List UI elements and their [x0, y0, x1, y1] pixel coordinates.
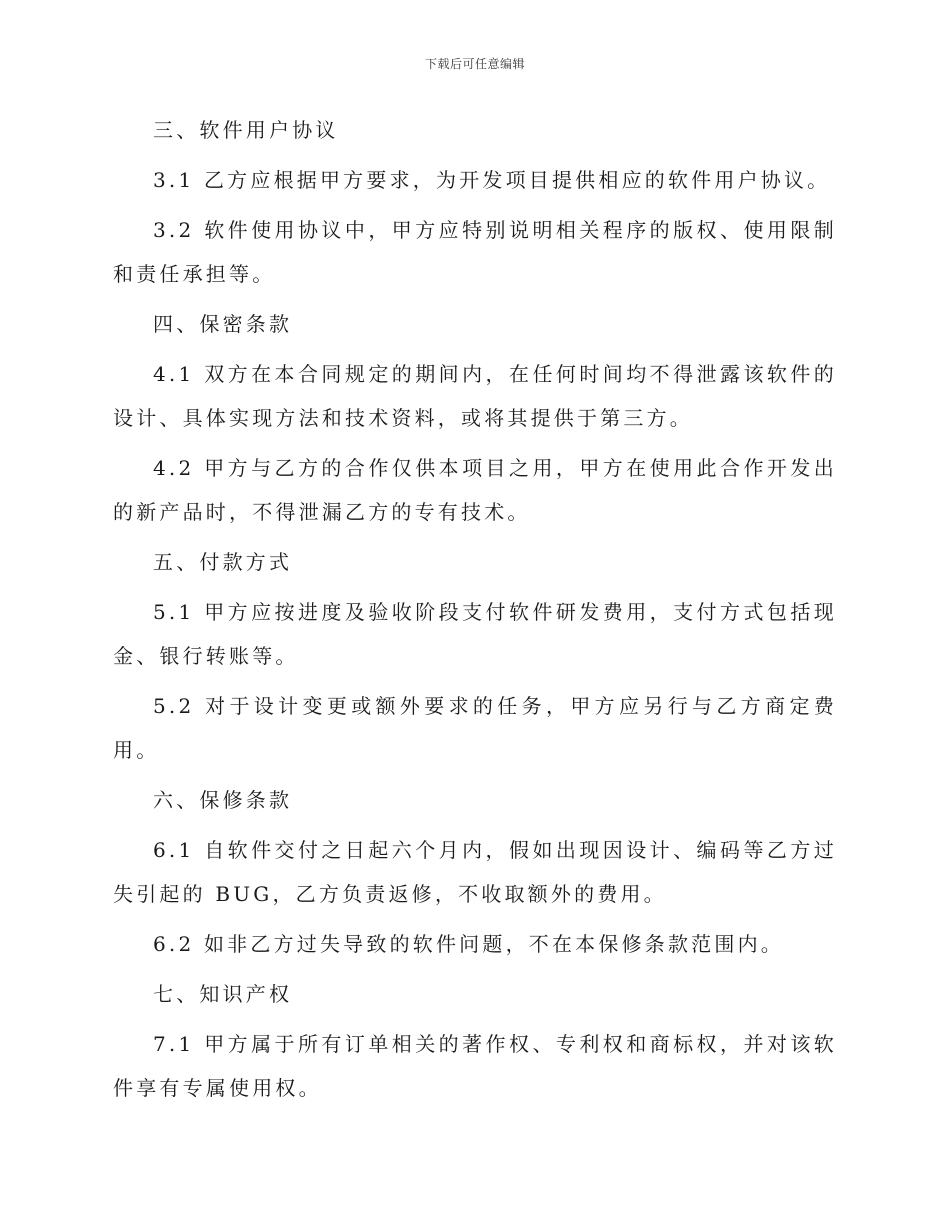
clause-5-2: 5.2 对于设计变更或额外要求的任务，甲方应另行与乙方商定费用。 [113, 694, 837, 762]
clause-3-1: 3.1 乙方应根据甲方要求，为开发项目提供相应的软件用户协议。 [153, 168, 831, 192]
clause-3-2: 3.2 软件使用协议中，甲方应特别说明相关程序的版权、使用限制和责任承担等。 [113, 218, 837, 286]
clause-7-1: 7.1 甲方属于所有订单相关的著作权、专利权和商标权，并对该软件享有专属使用权。 [113, 1032, 837, 1100]
clause-6-1: 6.1 自软件交付之日起六个月内，假如出现因设计、编码等乙方过失引起的 BUG，乙方负责返修，不收取额外的费用。 [113, 838, 837, 906]
section-heading-ip: 七、知识产权 [153, 982, 293, 1006]
section-heading-software-license: 三、软件用户协议 [153, 118, 339, 142]
section-heading-payment: 五、付款方式 [153, 550, 293, 574]
section-heading-confidentiality: 四、保密条款 [153, 312, 293, 336]
clause-4-2: 4.2 甲方与乙方的合作仅供本项目之用，甲方在使用此合作开发出的新产品时，不得泄漏乙方的专有技术。 [113, 456, 837, 524]
clause-6-2: 6.2 如非乙方过失导致的软件问题，不在本保修条款范围内。 [153, 932, 784, 956]
document-body [113, 108, 837, 1110]
page-header: 下载后可任意编辑 [424, 57, 525, 71]
clause-5-1: 5.1 甲方应按进度及验收阶段支付软件研发费用，支付方式包括现金、银行转账等。 [113, 600, 837, 668]
clause-4-1: 4.1 双方在本合同规定的期间内，在任何时间均不得泄露该软件的设计、具体实现方法和技术资料，或将其提供于第三方。 [113, 362, 837, 430]
section-heading-warranty: 六、保修条款 [153, 788, 293, 812]
